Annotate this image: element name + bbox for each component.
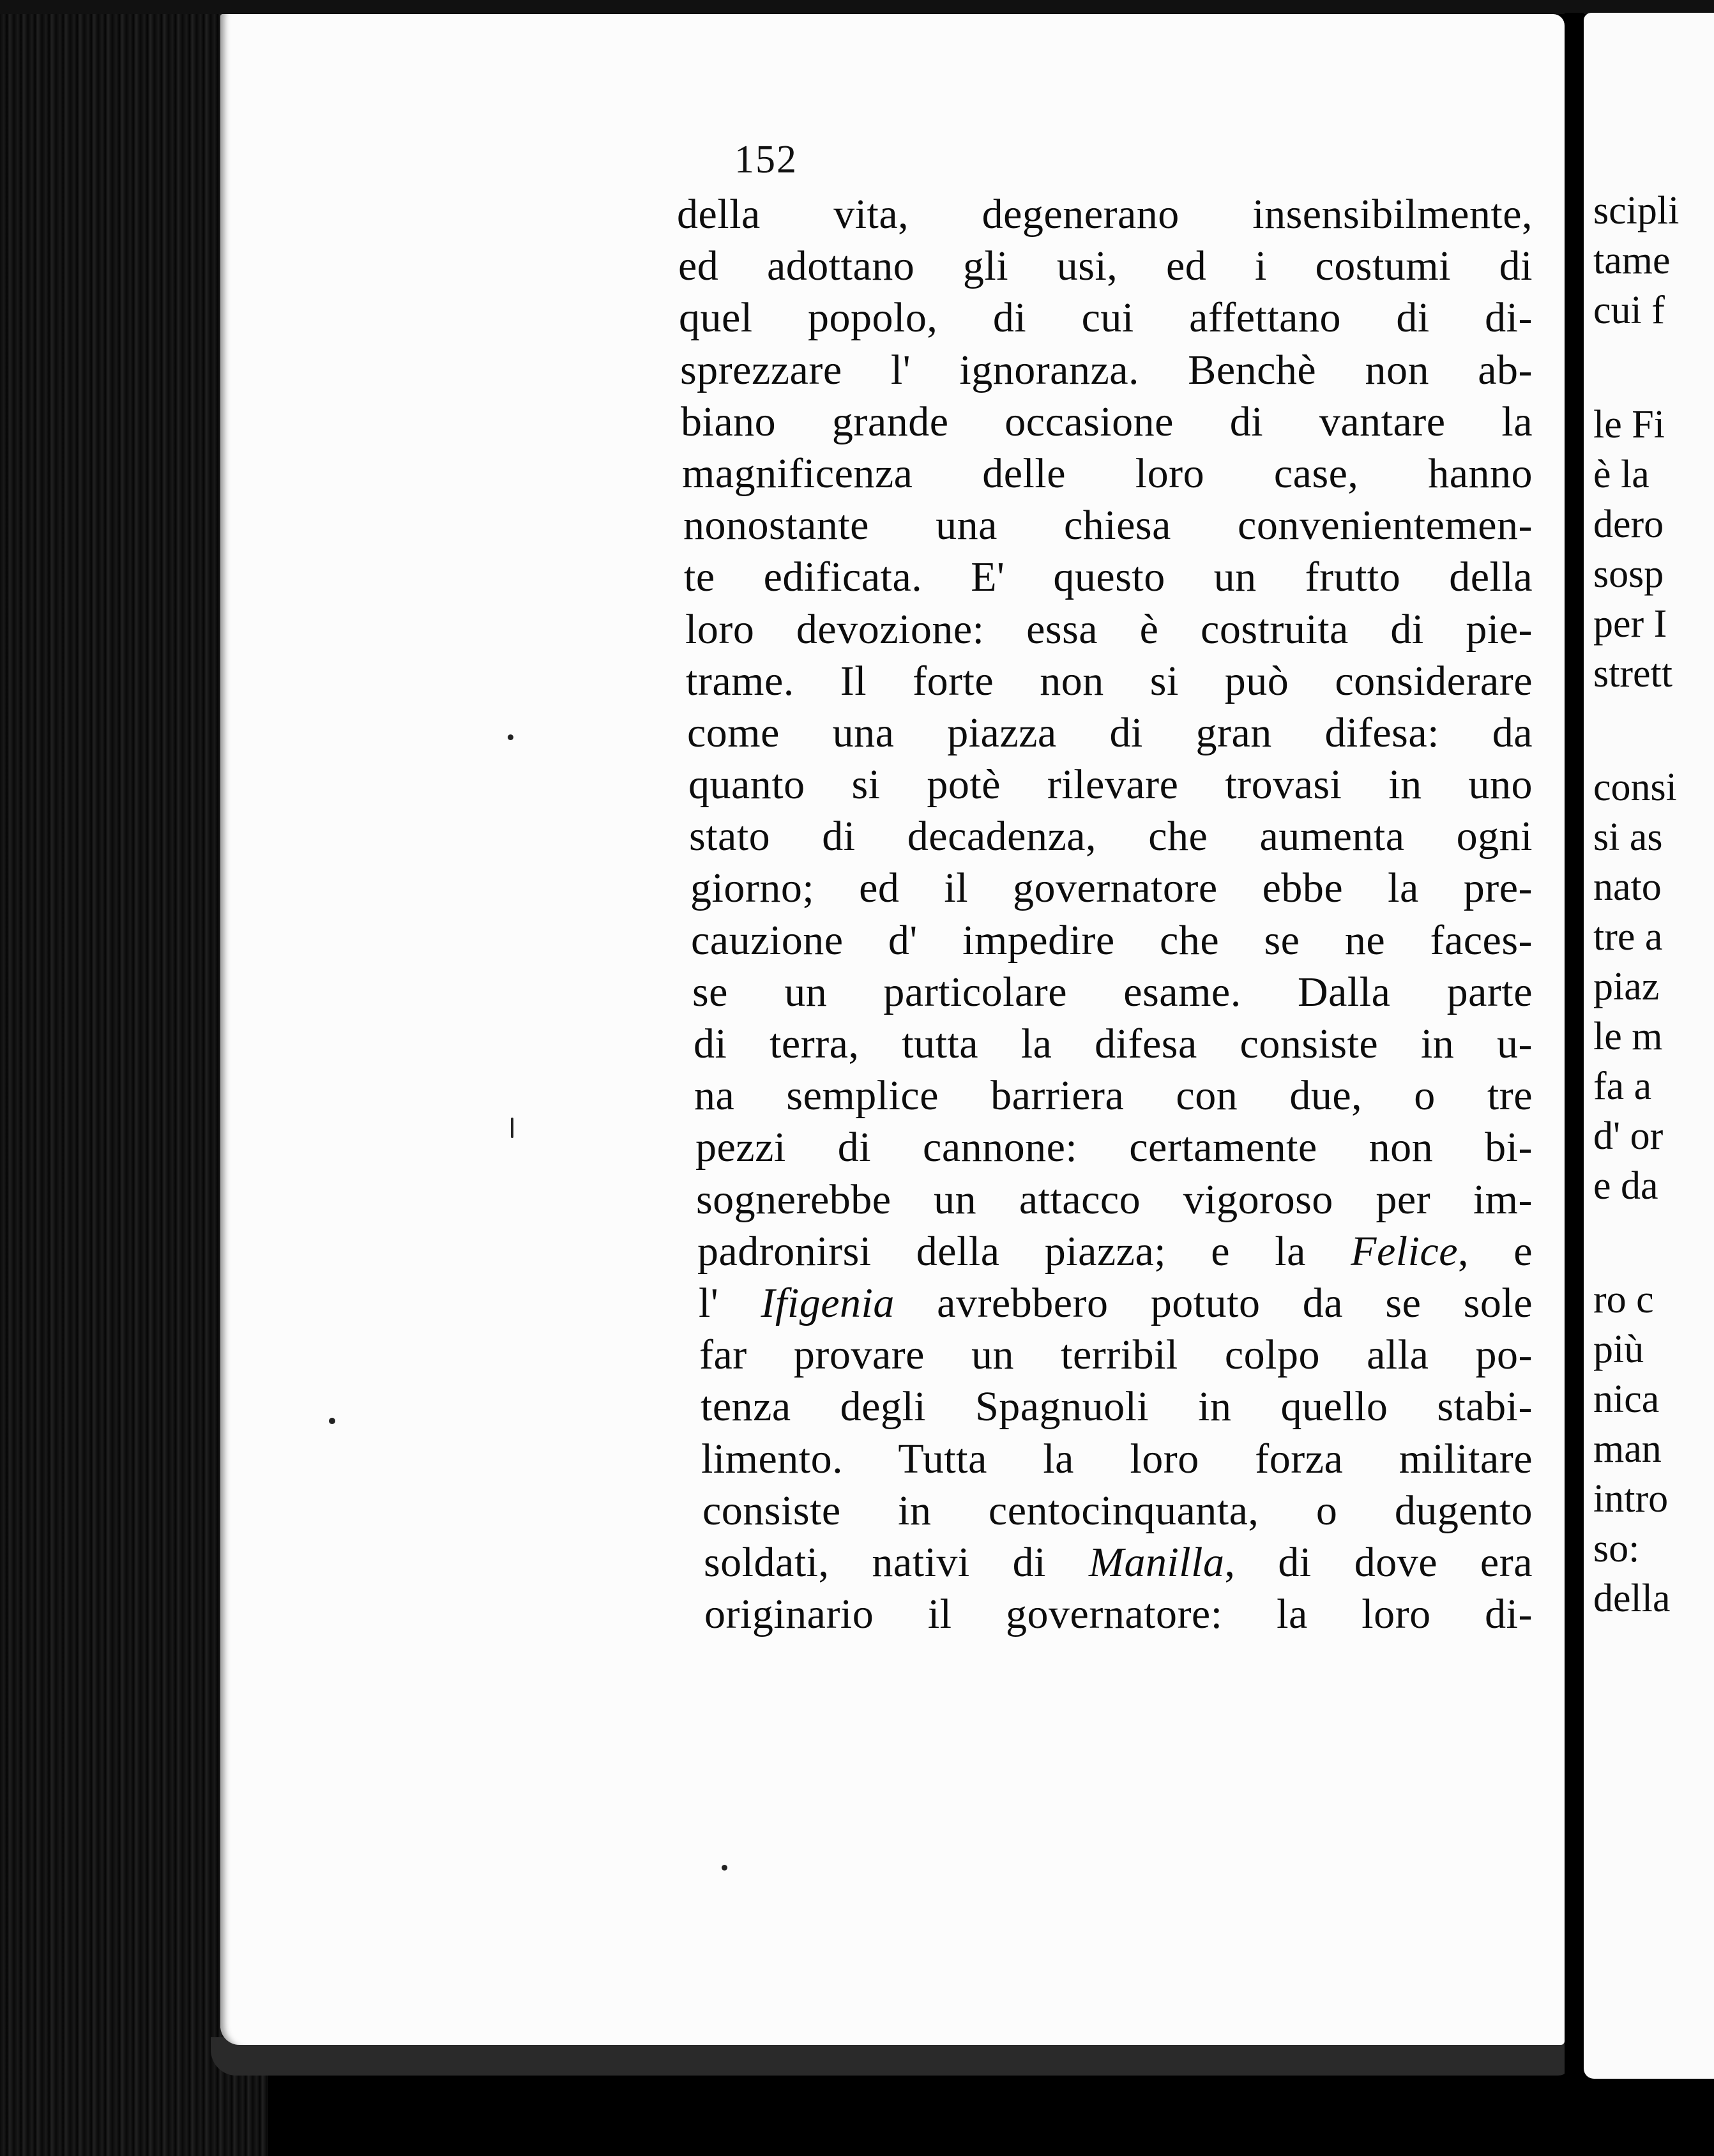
text-line: quel popolo, di cui affettano di di-: [679, 294, 1533, 342]
facing-page-line: tre a: [1593, 915, 1663, 959]
facing-page-line: so:: [1593, 1527, 1640, 1570]
facing-page-line: intro: [1593, 1477, 1669, 1521]
page-number: 152: [734, 138, 798, 181]
text-line: cauzione d' impedire che se ne faces-: [691, 916, 1533, 964]
text-line: far provare un terribil colpo alla po-: [699, 1332, 1533, 1379]
ink-speck: [722, 1865, 727, 1871]
facing-page-line: e da: [1593, 1164, 1658, 1208]
facing-page-line: nato: [1593, 865, 1662, 909]
text-line: biano grande occasione di vantare la: [681, 398, 1533, 445]
facing-page-line: nica: [1593, 1378, 1660, 1421]
book-gutter: [1565, 13, 1584, 2156]
text-line: pezzi di cannone: certamente non bi-: [695, 1124, 1533, 1171]
facing-page-line: per I: [1593, 602, 1667, 646]
text-line: te edificata. E' questo un frutto della: [684, 554, 1533, 601]
text-line: trame. Il forte non si può considerare: [686, 657, 1533, 704]
text-line: stato di decadenza, che aumenta ogni: [689, 813, 1533, 860]
facing-page-line: le Fi: [1593, 403, 1665, 446]
text-line: loro devozione: essa è costruita di pie-: [685, 605, 1533, 653]
facing-page-line: cui f: [1593, 289, 1665, 332]
facing-page-line: ro c: [1593, 1278, 1654, 1321]
text-line: na semplice barriera con due, o tre: [694, 1072, 1533, 1120]
facing-page-line: man: [1593, 1427, 1662, 1471]
facing-page-line: scipli: [1593, 189, 1680, 232]
text-line: magnificenza delle loro case, hanno: [682, 450, 1533, 497]
facing-page-line: d' or: [1593, 1114, 1664, 1158]
facing-page-line: è la: [1593, 453, 1650, 496]
book-top-edge: [0, 0, 1714, 14]
text-line: limento. Tutta la loro forza militare: [701, 1435, 1533, 1482]
text-line: originario il governatore: la loro di-: [704, 1591, 1533, 1638]
text-line: sprezzare l' ignoranza. Benchè non ab-: [680, 346, 1533, 393]
text-line: soldati, nativi di Manilla, di dove era: [704, 1538, 1533, 1586]
facing-page-line: della: [1593, 1577, 1671, 1620]
facing-page-line: sosp: [1593, 552, 1664, 596]
text-line: consiste in centocinquanta, o dugento: [702, 1487, 1533, 1534]
facing-page-line: si as: [1593, 816, 1663, 859]
facing-page-line: le m: [1593, 1015, 1663, 1058]
facing-page-line: piaz: [1593, 965, 1660, 1008]
facing-page-line: tame: [1593, 239, 1671, 282]
text-line: padronirsi della piazza; e la Felice, e: [697, 1227, 1533, 1275]
ink-speck: [508, 734, 513, 740]
text-line: se un particolare esame. Dalla parte: [692, 968, 1533, 1015]
ink-speck: [329, 1418, 335, 1424]
text-line: quanto si potè rilevare trovasi in uno: [688, 761, 1533, 808]
facing-page-line: consi: [1593, 766, 1677, 809]
text-line: sognerebbe un attacco vigoroso per im-: [696, 1176, 1533, 1223]
text-line: giorno; ed il governatore ebbe la pre-: [690, 865, 1533, 912]
page-text-block: [677, 188, 1533, 1640]
text-line: tenza degli Spagnuoli in quello stabi-: [701, 1383, 1533, 1431]
text-line: della vita, degenerano insensibilmente,: [677, 191, 1533, 238]
text-line: ed adottano gli usi, ed i costumi di: [678, 243, 1533, 290]
text-line: come una piazza di gran difesa: da: [687, 709, 1533, 756]
facing-page-line: fa a: [1593, 1065, 1652, 1108]
facing-page-line: più: [1593, 1328, 1644, 1371]
facing-page-line: strett: [1593, 652, 1672, 695]
text-line: di terra, tutta la difesa consiste in u-: [694, 1021, 1533, 1067]
facing-page-line: dero: [1593, 503, 1664, 546]
text-line: l' Ifigenia avrebbero potuto da se sole: [699, 1279, 1533, 1326]
ink-speck: [511, 1118, 513, 1138]
text-line: nonostante una chiesa convenientemen-: [683, 502, 1533, 549]
